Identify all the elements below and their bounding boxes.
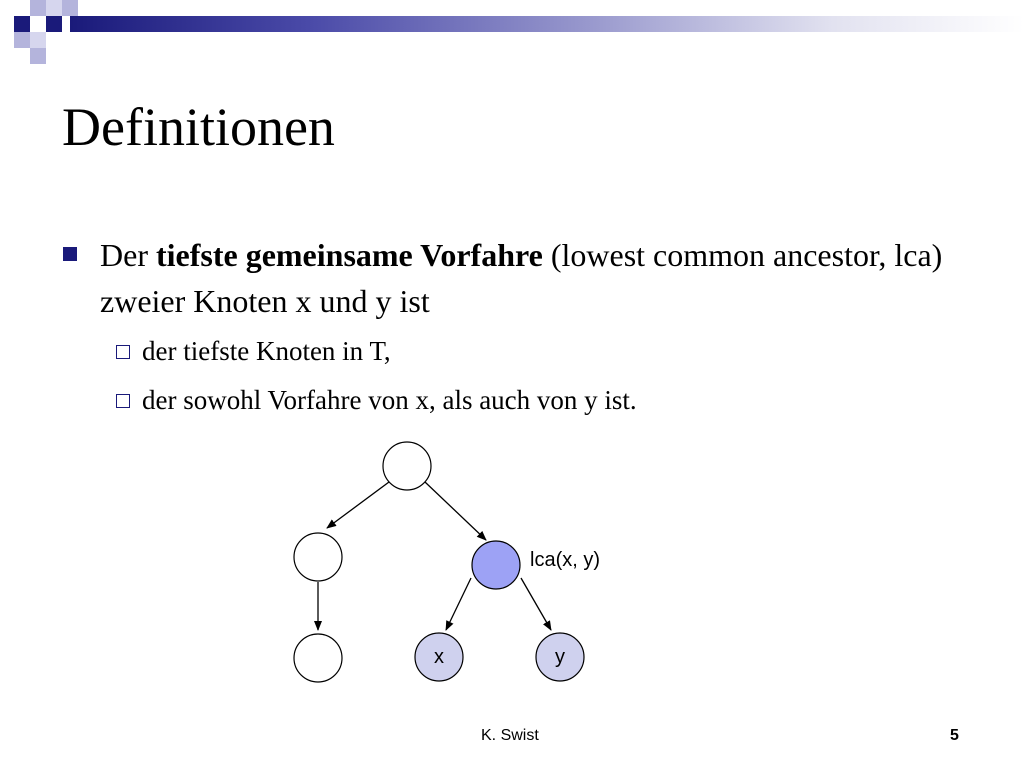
node-y-label: y: [555, 646, 565, 668]
definition-suffix: (lowest common ancestor, lca) zweier Knoten x und y ist: [100, 237, 943, 319]
tree-edge: [521, 578, 551, 630]
slide-title: Definitionen: [62, 97, 335, 157]
footer-author: K. Swist: [481, 727, 539, 744]
page-number: 5: [950, 727, 959, 744]
sub-bullet-text: der sowohl Vorfahre von x, als auch von y ist.: [142, 385, 637, 415]
sub-bullet-text: der tiefste Knoten in T,: [142, 336, 391, 366]
tree-node-lca: [472, 541, 520, 589]
tree-node-root: [383, 442, 431, 490]
definition-prefix: Der: [100, 237, 156, 273]
definition-term: tiefste gemeinsame Vorfahre: [155, 237, 543, 273]
tree-node-left: [294, 533, 342, 581]
tree-node-left-leaf: [294, 634, 342, 682]
tree-edge: [327, 482, 389, 528]
node-x-label: x: [434, 646, 444, 668]
tree-edge: [446, 578, 471, 630]
lca-label: lca(x, y): [530, 549, 600, 571]
tree-edge: [425, 482, 486, 540]
